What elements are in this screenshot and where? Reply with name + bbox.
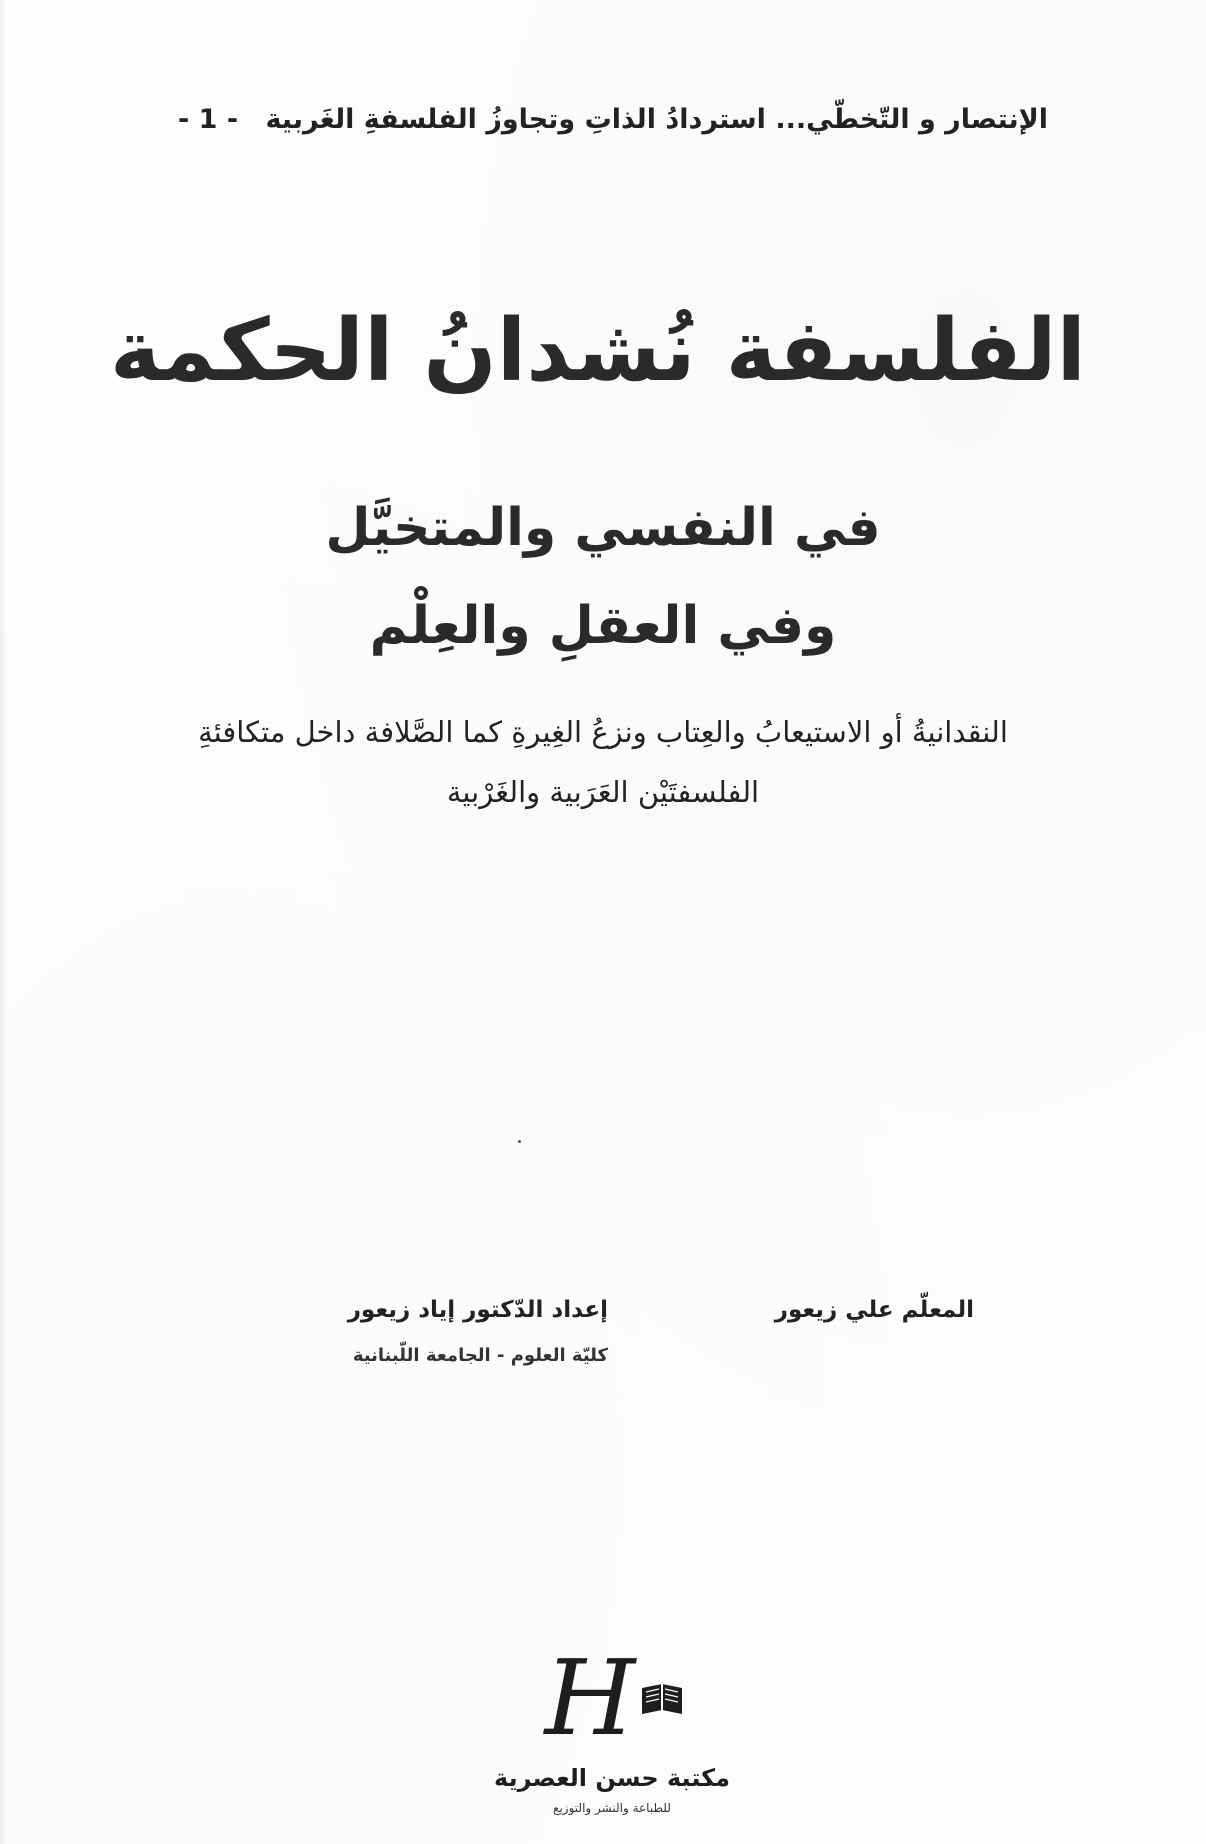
subtitle-line-1: في النفسي والمتخيَّل (325, 498, 881, 558)
author-affiliation: كليّة العلوم - الجامعة اللّبنانية (352, 1345, 608, 1366)
page-edge-shadow (0, 0, 6, 1844)
publisher-logo (494, 1628, 730, 1828)
volume-number: - 1 - (178, 104, 239, 135)
publisher-tagline: للطباعة والنشر والتوزيع (553, 1801, 671, 1815)
description-line-1: النقدانيةُ أو الاستيعابُ والعِتاب ونزعُ الغِيرةِ كما الصَّلافة داخل متكافئةِ (198, 715, 1008, 749)
publisher-logo-graphic (494, 1628, 730, 1828)
author-editor: إعداد الدّكتور إياد زيعور (347, 1297, 608, 1323)
author-primary: المعلّم علي زيعور (774, 1297, 974, 1323)
series-header (148, 104, 1048, 135)
book-title: الفلسفة نُشدانُ الحكمة (109, 301, 1086, 401)
logo-letter: H (544, 1637, 636, 1759)
subtitle-line-2: وفي العقلِ والعِلْم (369, 596, 837, 656)
print-speck (518, 1140, 521, 1143)
publisher-name: مكتبة حسن العصرية (494, 1764, 730, 1792)
series-title: الإنتصار و التّخطّي... استردادُ الذاتِ وتجاوزُ الفلسفةِ الغَربية (265, 104, 1048, 135)
open-book-icon (642, 1684, 682, 1714)
description-line-2: الفلسفتَيْن العَرَبية والغَرْبية (446, 775, 760, 809)
